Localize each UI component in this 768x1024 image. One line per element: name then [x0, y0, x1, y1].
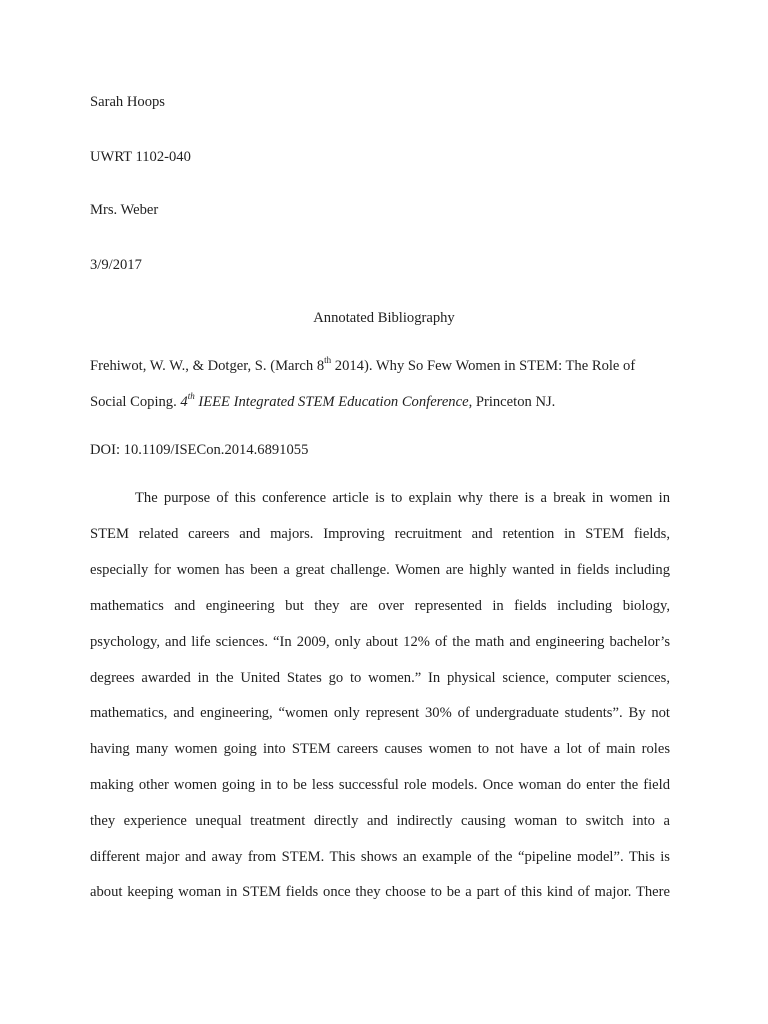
paragraph-line: different major and away from STEM. This shows an example of the “pipeline model”. This is: [90, 849, 670, 865]
course-code: UWRT 1102-040: [90, 149, 191, 165]
paragraph-line: having many women going into STEM careers causes women to not have a lot of main roles: [90, 741, 670, 757]
paragraph-line: they experience unequal treatment directly and indirectly causing woman to switch into a: [90, 813, 670, 829]
document-date: 3/9/2017: [90, 257, 142, 273]
paragraph-line: psychology, and life sciences. “In 2009, only about 12% of the math and engineering bachelor’s: [90, 634, 670, 650]
paragraph-line: mathematics, and engineering, “women only represent 30% of undergraduate students”. By not: [90, 705, 670, 721]
citation-location: , Princeton NJ.: [468, 394, 556, 410]
paragraph-line: degrees awarded in the United States go to women.” In physical science, computer sciences,: [90, 670, 670, 686]
paragraph-line: making other women going in to be less successful role models. Once woman do enter the field: [90, 777, 670, 793]
citation-authors: Frehiwot, W. W., & Dotger, S. (March 8: [90, 358, 325, 374]
paragraph-line: mathematics and engineering but they are over represented in fields including biology,: [90, 598, 670, 614]
citation-doi: DOI: 10.1109/ISECon.2014.6891055: [90, 442, 309, 458]
citation-date-superscript: th: [324, 355, 332, 366]
citation-conference-number: 4: [180, 394, 188, 410]
paragraph-line: STEM related careers and majors. Improving recruitment and retention in STEM fields,: [90, 526, 670, 542]
paragraph-line: about keeping woman in STEM fields once they choose to be a part of this kind of major. There: [90, 884, 670, 900]
document-title: Annotated Bibliography: [313, 310, 455, 326]
citation-article-title: 2014). Why So Few Women in STEM: The Role of: [331, 358, 636, 374]
author-name: Sarah Hoops: [90, 94, 165, 110]
citation-conference-name: IEEE Integrated STEM Education Conference: [194, 394, 469, 410]
citation-line-2: [90, 393, 555, 411]
paragraph-line: especially for women has been a great challenge. Women are highly wanted in fields including: [90, 562, 670, 578]
citation-line-1: [90, 357, 635, 375]
citation-conference: [180, 391, 469, 410]
citation-article-title-cont: Social Coping.: [90, 394, 181, 410]
instructor-name: Mrs. Weber: [90, 202, 159, 218]
paragraph-line: The purpose of this conference article is to explain why there is a break in women in: [135, 490, 670, 506]
citation-conference-superscript: th: [187, 391, 195, 402]
